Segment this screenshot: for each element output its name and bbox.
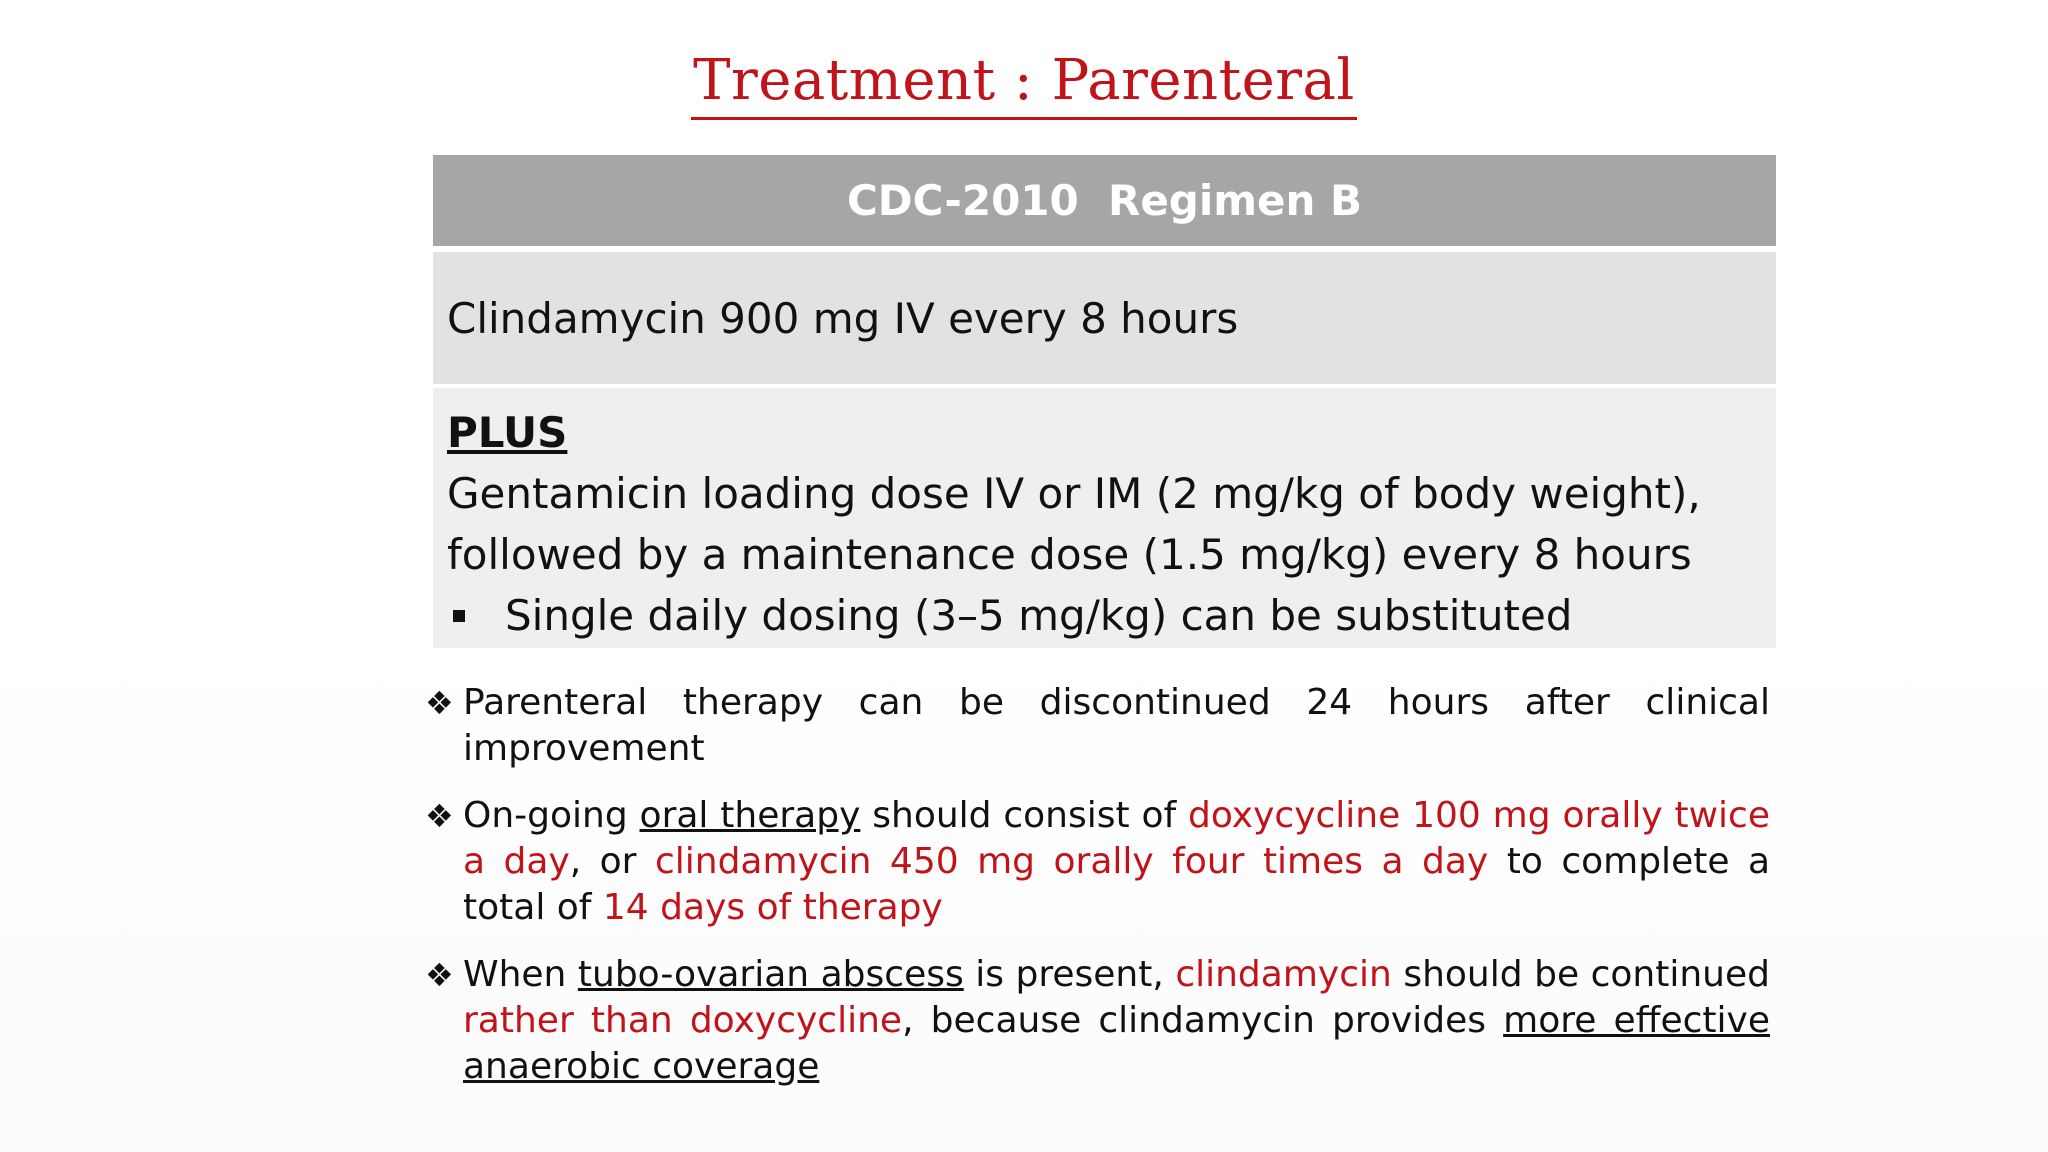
diamond-bullet-icon: ❖ bbox=[425, 956, 454, 994]
doxycycline-regimen: doxycycline 100 mg orally twice a day bbox=[463, 795, 1770, 882]
note-text bbox=[463, 793, 1770, 931]
clindamycin-oral-regimen: clindamycin 450 mg orally four times a day bbox=[654, 841, 1489, 882]
diamond-bullet-icon: ❖ bbox=[425, 797, 454, 835]
toa-term: tubo-ovarian abscess bbox=[577, 954, 964, 995]
clindamycin-term: clindamycin bbox=[1175, 954, 1392, 995]
note-item-discontinue bbox=[425, 680, 1770, 772]
note-text bbox=[463, 952, 1770, 1090]
note-segment: should be continued bbox=[1391, 954, 1770, 995]
note-item-toa bbox=[425, 952, 1770, 1090]
note-segment: is present, bbox=[963, 954, 1176, 995]
gentamicin-maintenance-text: followed by a maintenance dose (1.5 mg/kg) every 8 hours bbox=[447, 530, 1692, 579]
rather-than-doxycycline: rather than doxycycline bbox=[463, 1000, 903, 1041]
single-daily-dosing-text: Single daily dosing (3–5 mg/kg) can be substituted bbox=[505, 591, 1573, 640]
clindamycin-regimen-text: Clindamycin 900 mg IV every 8 hours bbox=[447, 293, 1239, 343]
note-segment: When bbox=[463, 954, 578, 995]
oral-therapy-term: oral therapy bbox=[639, 795, 861, 836]
gentamicin-loading-text: Gentamicin loading dose IV or IM (2 mg/kg of body weight), bbox=[447, 469, 1701, 518]
table-header: CDC-2010 Regimen B bbox=[433, 155, 1776, 246]
note-segment: , because clindamycin provides bbox=[902, 1000, 1504, 1041]
table-row-gentamicin bbox=[433, 388, 1776, 648]
slide-title-text: Treatment : Parenteral bbox=[691, 48, 1357, 120]
notes-list bbox=[425, 680, 1770, 1111]
square-bullet-icon bbox=[453, 610, 465, 622]
regimen-table bbox=[433, 155, 1776, 648]
note-segment: , or bbox=[569, 841, 655, 882]
plus-label: PLUS bbox=[447, 408, 568, 457]
note-segment: should consist of bbox=[860, 795, 1189, 836]
note-item-oral-therapy bbox=[425, 793, 1770, 931]
anaerobic-coverage-term: more effective anaerobic coverage bbox=[463, 1000, 1770, 1087]
sub-bullet-item bbox=[447, 585, 1776, 646]
therapy-duration: 14 days of therapy bbox=[602, 887, 943, 928]
table-row-clindamycin bbox=[433, 252, 1776, 384]
note-segment: On-going bbox=[463, 795, 640, 836]
note-segment: to complete a total of bbox=[463, 841, 1771, 928]
slide-title bbox=[0, 48, 2048, 113]
note-text: Parenteral therapy can be discontinued 24 hours after clinical improvement bbox=[463, 682, 1770, 769]
diamond-bullet-icon: ❖ bbox=[425, 684, 454, 722]
